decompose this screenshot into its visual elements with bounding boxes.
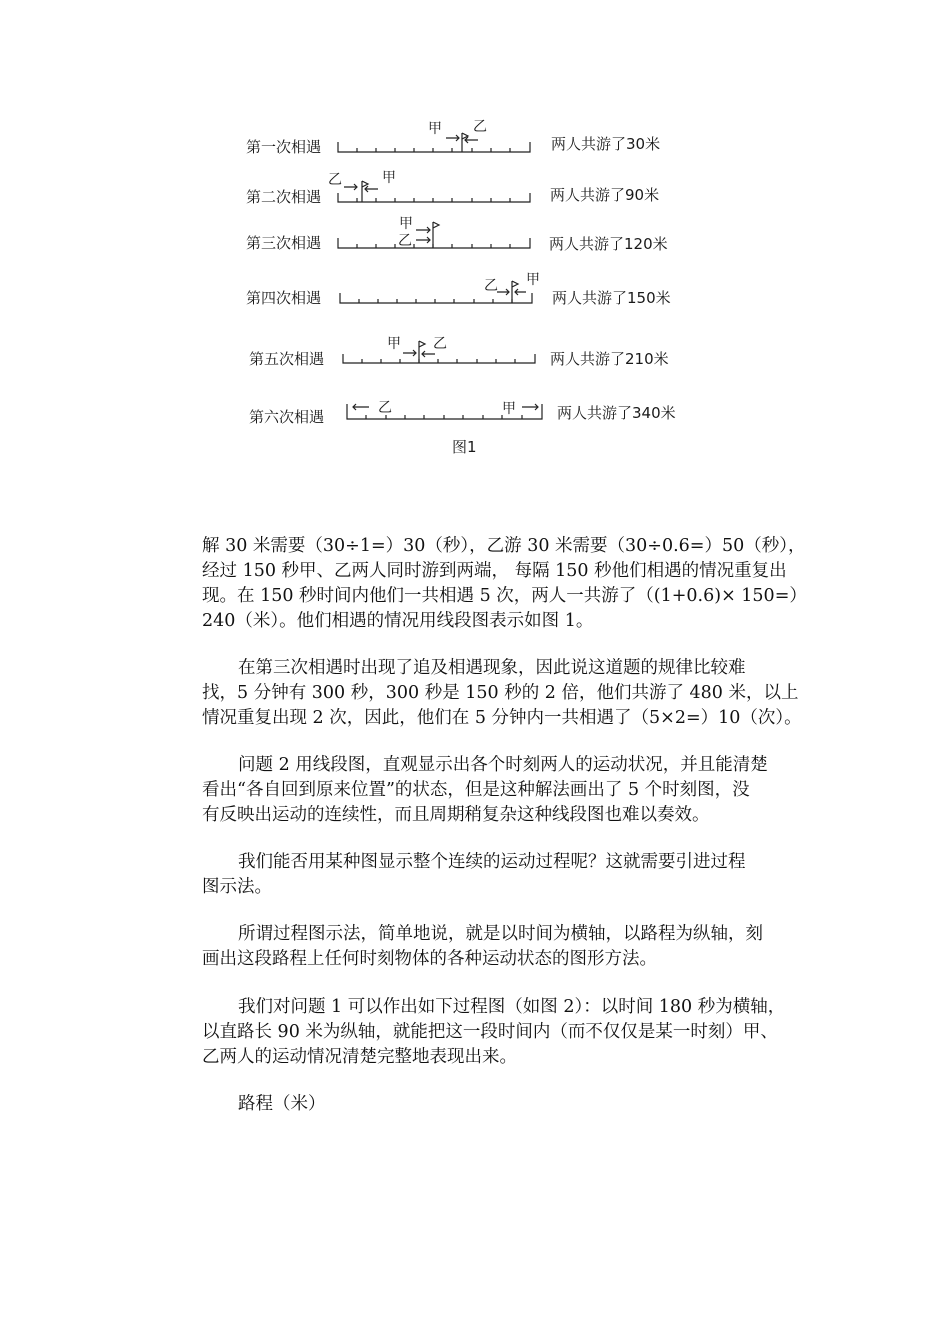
pool-segment — [338, 142, 530, 152]
yi-label: 乙 — [484, 278, 498, 294]
paragraph-process-definition: 所谓过程图示法，简单地说，就是以时间为横轴，以路程为纵轴，刻 画出这段路程上任何时刻物体的各种运动状态的图形方法。 — [202, 924, 763, 969]
row-total: 两人共游了90米 — [550, 186, 660, 204]
row-label: 第一次相遇 — [246, 138, 322, 156]
pool-segment — [338, 193, 530, 202]
jia-label: 甲 — [502, 401, 516, 417]
row-label: 第四次相遇 — [246, 289, 322, 307]
meeting-row-6 — [249, 400, 676, 426]
meeting-row-5 — [249, 336, 669, 368]
row-total: 两人共游了120米 — [549, 235, 668, 253]
meeting-row-2 — [246, 170, 659, 206]
meeting-arrows-icon — [497, 281, 526, 303]
yi-label: 乙 — [433, 336, 447, 352]
row-total: 两人共游了340米 — [557, 404, 676, 422]
jia-label: 甲 — [399, 216, 413, 232]
row-label: 第三次相遇 — [246, 234, 322, 252]
paragraph-chase-meeting: 在第三次相遇时出现了追及相遇现象，因此说这道题的规律比较难 找，5 分钟有 300 秒，300 秒是 150 秒的 2 倍，他们共游了 480 米，以上 情况重复出现 2 次，因此，他们在 5 分钟内一共相遇了（5×2=）10（次）。 — [202, 658, 802, 728]
chase-arrows-icon — [416, 222, 439, 248]
yi-label: 乙 — [328, 172, 342, 188]
pool-segment — [343, 354, 535, 363]
jia-label: 甲 — [526, 272, 540, 288]
meeting-row-1 — [246, 119, 660, 156]
meeting-row-3 — [246, 216, 668, 253]
meeting-arrows-icon — [403, 341, 435, 363]
pool-segment — [340, 293, 532, 303]
jia-label: 甲 — [387, 336, 401, 352]
row-label: 第二次相遇 — [246, 188, 322, 206]
axis-label-distance: 路程（米） — [238, 1094, 326, 1114]
paragraph-figure-2-intro: 我们对问题 1 可以作出如下过程图（如图 2）：以时间 180 秒为横轴， 以直路长 90 米为纵轴，就能把这一段时间内（而不仅仅是某一时刻）甲、 乙两人的运动情况清楚完整地表现出来。 — [202, 997, 786, 1067]
paragraph-solution: 解 30 米需要（30÷1=）30（秒），乙游 30 米需要（30÷0.6=）50（秒）， 经过 150 秒甲、乙两人同时游到两端， 每隔 150 秒他们相遇的情况重复出 现。在 150 秒时间内他们一共相遇 5 次，两人一共游了（(1+0.6)× 150=） 240（米）。他们相遇的情况用线段图表示如图 1。 — [202, 536, 807, 631]
paragraph-line-diagram-limits: 问题 2 用线段图，直观显示出各个时刻两人的运动状况，并且能清楚 看出“各自回到原来位置”的状态，但是这种解法画出了 5 个时刻图，没 有反映出运动的连续性，而且周期稍复杂这种线段图也难以奏效。 — [202, 755, 768, 825]
row-total: 两人共游了150米 — [552, 289, 671, 307]
row-label: 第六次相遇 — [249, 408, 325, 426]
yi-label: 乙 — [473, 119, 487, 135]
meeting-arrows-icon — [344, 181, 378, 202]
figure-1-line-diagram — [0, 0, 950, 470]
yi-label: 乙 — [398, 233, 412, 249]
row-label: 第五次相遇 — [249, 350, 325, 368]
figure-caption: 图1 — [452, 438, 477, 456]
meeting-row-4 — [246, 272, 671, 307]
paragraph-process-question: 我们能否用某种图显示整个连续的运动过程呢？这就需要引进过程 图示法。 — [202, 852, 746, 897]
jia-label: 甲 — [382, 170, 396, 186]
jia-label: 甲 — [428, 121, 442, 137]
row-total: 两人共游了30米 — [551, 135, 661, 153]
yi-label: 乙 — [378, 400, 392, 416]
pool-segment — [338, 238, 530, 248]
meeting-arrows-icon — [446, 133, 478, 152]
row-total: 两人共游了210米 — [550, 350, 669, 368]
